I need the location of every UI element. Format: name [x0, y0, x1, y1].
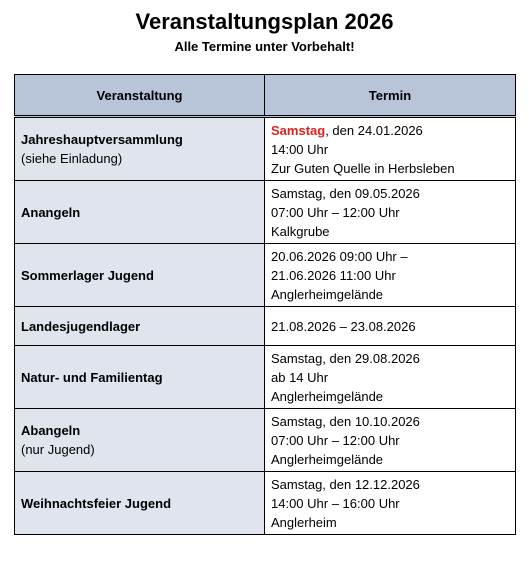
- date-line: Samstag, den 12.12.2026: [271, 476, 420, 492]
- event-note: (nur Jugend): [21, 442, 95, 457]
- event-name: Landesjugendlager: [21, 318, 141, 334]
- date-highlight: Samstag: [271, 122, 326, 138]
- event-name: Natur- und Familientag: [21, 369, 163, 385]
- date-line: Anglerheimgelände: [271, 451, 384, 467]
- date-line: [271, 121, 509, 140]
- table-row: [15, 181, 516, 244]
- event-cell: [15, 117, 265, 181]
- date-cell: [265, 117, 516, 181]
- table-row: [15, 472, 516, 535]
- date-cell: [265, 472, 516, 535]
- event-name: Weihnachtsfeier Jugend: [21, 495, 172, 511]
- event-name: Sommerlager Jugend: [21, 267, 154, 283]
- table-row: [15, 307, 516, 346]
- page-title: Veranstaltungsplan 2026: [135, 9, 394, 34]
- date-cell: [265, 409, 516, 472]
- event-name: Jahreshauptversammlung: [21, 132, 183, 147]
- date-line: 07:00 Uhr – 12:00 Uhr: [271, 432, 400, 448]
- date-line: 21.08.2026 – 23.08.2026: [271, 318, 416, 334]
- date-rest: , den 24.01.2026: [325, 122, 423, 138]
- schedule-table: [14, 74, 516, 535]
- date-cell: [265, 346, 516, 409]
- event-note: (siehe Einladung): [21, 151, 123, 166]
- date-line: Samstag, den 09.05.2026: [271, 185, 420, 201]
- column-header-date: Termin: [265, 75, 516, 117]
- table-row: [15, 346, 516, 409]
- event-name: Anangeln: [21, 204, 81, 220]
- date-line: ab 14 Uhr: [271, 369, 329, 385]
- event-cell: [15, 307, 265, 346]
- table-row: [15, 409, 516, 472]
- page-subtitle: Alle Termine unter Vorbehalt!: [174, 39, 355, 54]
- date-line: Anglerheim: [271, 514, 337, 530]
- date-line: 14:00 Uhr – 16:00 Uhr: [271, 495, 400, 511]
- date-line: 07:00 Uhr – 12:00 Uhr: [271, 204, 400, 220]
- date-line: 14:00 Uhr: [271, 141, 329, 157]
- date-line: Samstag, den 29.08.2026: [271, 350, 420, 366]
- date-line: 20.06.2026 09:00 Uhr –: [271, 248, 408, 264]
- date-cell: [265, 244, 516, 307]
- date-cell: [265, 307, 516, 346]
- event-cell: [15, 409, 265, 472]
- date-line: Anglerheimgelände: [271, 388, 384, 404]
- table-row: [15, 117, 516, 181]
- table-row: [15, 244, 516, 307]
- date-line: Zur Guten Quelle in Herbsleben: [271, 160, 455, 176]
- date-cell: [265, 181, 516, 244]
- table-header-row: [15, 75, 516, 117]
- event-cell: [15, 472, 265, 535]
- event-name: Abangeln: [21, 423, 81, 438]
- date-line: 21.06.2026 11:00 Uhr: [271, 267, 396, 283]
- date-line: Anglerheimgelände: [271, 286, 384, 302]
- date-line: Kalkgrube: [271, 223, 330, 239]
- date-line: Samstag, den 10.10.2026: [271, 413, 420, 429]
- column-header-event: Veranstaltung: [15, 75, 265, 117]
- event-cell: [15, 244, 265, 307]
- event-cell: [15, 181, 265, 244]
- event-cell: [15, 346, 265, 409]
